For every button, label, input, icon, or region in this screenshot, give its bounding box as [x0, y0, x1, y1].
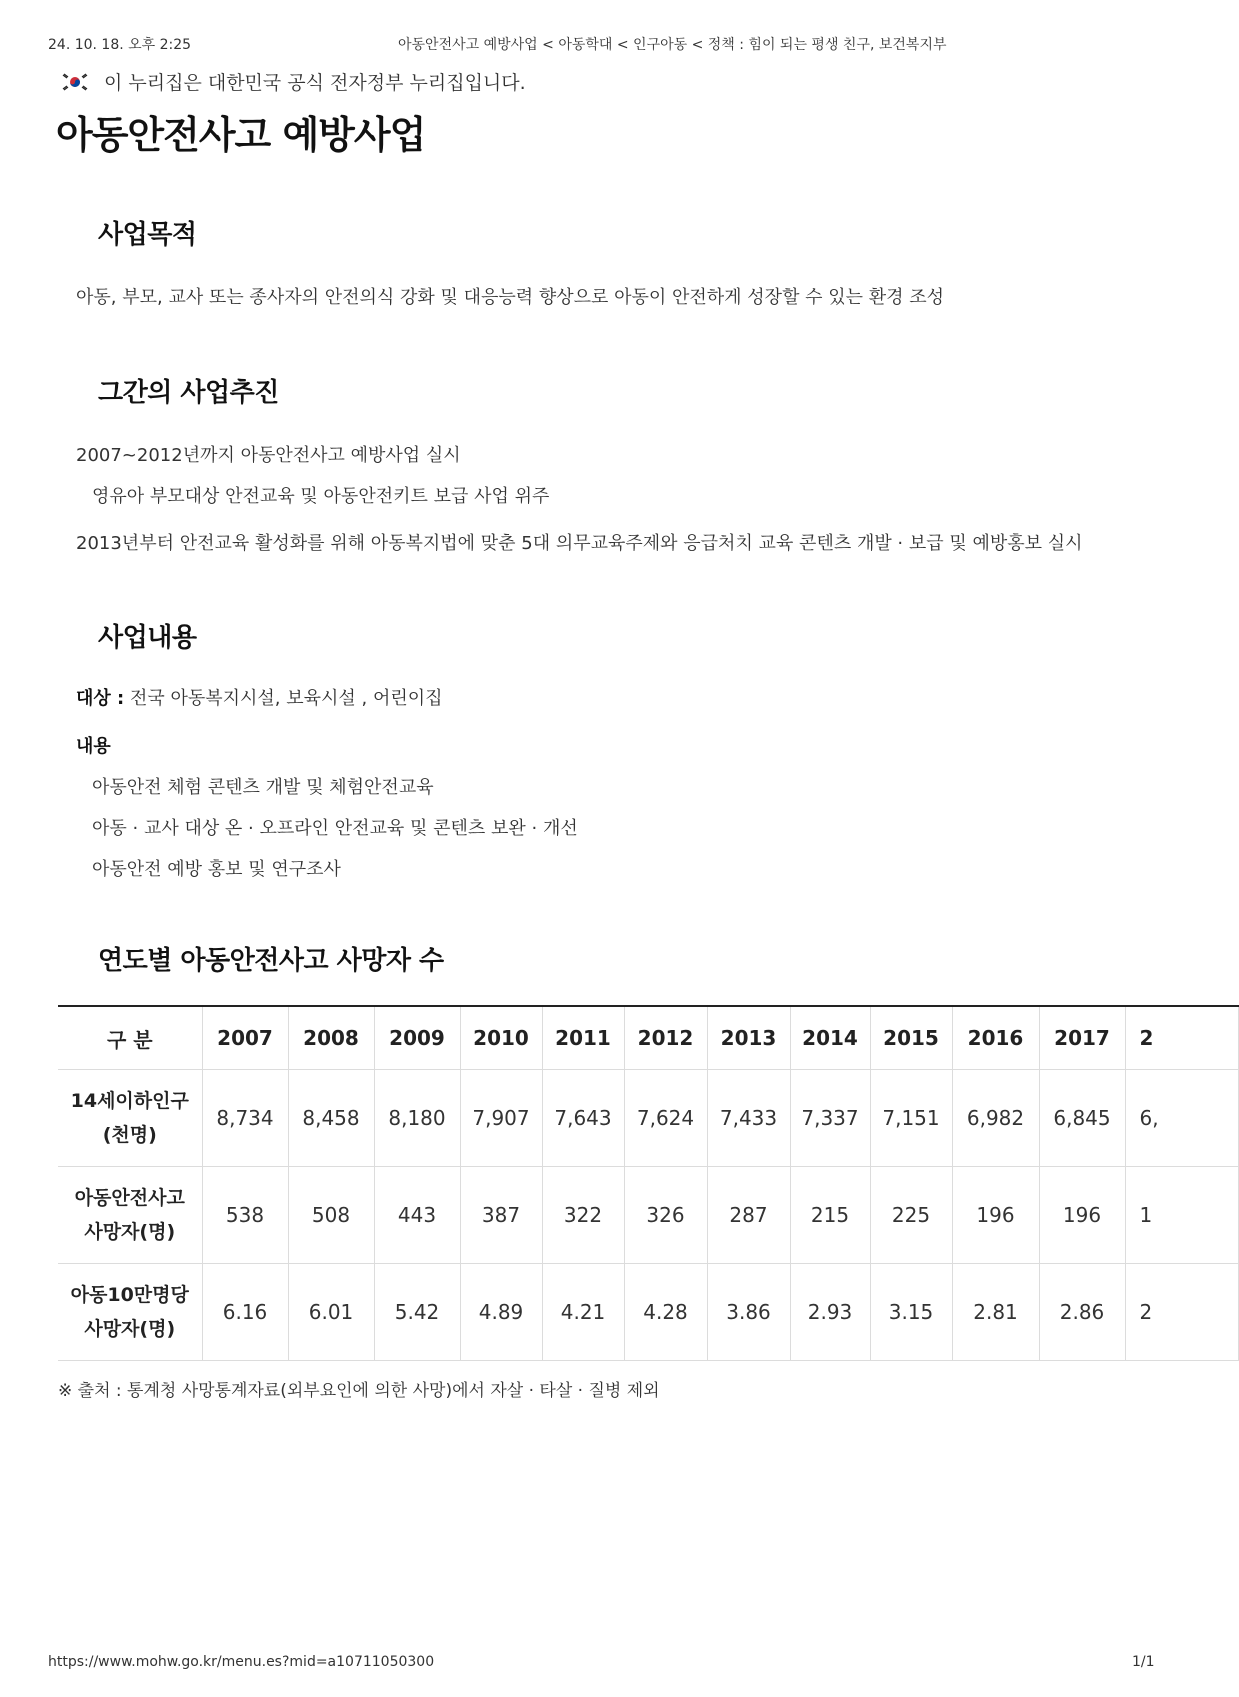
table-cell: 6.01: [288, 1264, 374, 1361]
table-cell: 2: [1125, 1264, 1238, 1361]
print-page-title: 아동안전사고 예방사업 < 아동학대 < 인구아동 < 정책 : 힘이 되는 평생 친구, 보건복지부: [398, 37, 947, 53]
table-cell: 1: [1125, 1167, 1238, 1264]
history-subitem: 영유아 부모대상 안전교육 및 아동안전키트 보급 사업 위주: [92, 486, 550, 507]
stats-table-container: [58, 1005, 1159, 1361]
table-cell: 7,907: [460, 1070, 542, 1167]
table-cell: 6,982: [952, 1070, 1039, 1167]
content-target: [76, 684, 443, 710]
table-cell: 8,180: [374, 1070, 460, 1167]
content-item: 아동 · 교사 대상 온 · 오프라인 안전교육 및 콘텐츠 보완 · 개선: [92, 818, 578, 839]
purpose-heading: 사업목적: [98, 220, 197, 250]
table-cell: 5.42: [374, 1264, 460, 1361]
history-heading: 그간의 사업추진: [98, 378, 279, 408]
content-target-label: 대상 :: [76, 688, 125, 709]
table-cell: 508: [288, 1167, 374, 1264]
table-cell: 6,: [1125, 1070, 1238, 1167]
table-cell: 287: [707, 1167, 790, 1264]
row-label-line2: 사망자(명): [84, 1221, 176, 1243]
table-header-year: 2012: [624, 1006, 707, 1070]
history-item: 2007~2012년까지 아동안전사고 예방사업 실시: [76, 445, 461, 466]
row-label: [58, 1167, 202, 1264]
table-cell: 8,734: [202, 1070, 288, 1167]
table-cell: 6.16: [202, 1264, 288, 1361]
history-item: 2013년부터 안전교육 활성화를 위해 아동복지법에 맞춘 5대 의무교육주제와 응급처치 교육 콘텐츠 개발 · 보급 및 예방홍보 실시: [76, 533, 1083, 554]
table-header-year: 2007: [202, 1006, 288, 1070]
table-cell: 387: [460, 1167, 542, 1264]
content-item: 아동안전 예방 홍보 및 연구조사: [92, 859, 341, 880]
table-cell: 322: [542, 1167, 624, 1264]
table-cell: 326: [624, 1167, 707, 1264]
table-cell: 225: [870, 1167, 952, 1264]
table-header-year: 2: [1125, 1006, 1238, 1070]
table-row: [58, 1264, 1238, 1361]
stats-footnote: ※ 출처 : 통계청 사망통계자료(외부요인에 의한 사망)에서 자살 · 타살 · 질병 제외: [58, 1381, 660, 1401]
table-cell: 2.81: [952, 1264, 1039, 1361]
content-item: 아동안전 체험 콘텐츠 개발 및 체험안전교육: [92, 777, 434, 798]
table-header-year: 2017: [1039, 1006, 1125, 1070]
page-title: 아동안전사고 예방사업: [56, 113, 426, 157]
table-row: [58, 1070, 1238, 1167]
table-cell: 443: [374, 1167, 460, 1264]
table-cell: 3.15: [870, 1264, 952, 1361]
row-label: [58, 1070, 202, 1167]
table-cell: 2.93: [790, 1264, 870, 1361]
content-target-value: 전국 아동복지시설, 보육시설 , 어린이집: [124, 688, 443, 709]
korean-flag-icon: [60, 72, 90, 92]
table-cell: 7,151: [870, 1070, 952, 1167]
table-cell: 196: [952, 1167, 1039, 1264]
table-cell: 215: [790, 1167, 870, 1264]
table-header-year: 2013: [707, 1006, 790, 1070]
table-cell: 8,458: [288, 1070, 374, 1167]
content-heading: 사업내용: [98, 623, 197, 653]
table-cell: 538: [202, 1167, 288, 1264]
gov-banner: [60, 68, 526, 95]
row-label-line1: 14세이하인구: [70, 1090, 189, 1112]
table-header-row: [58, 1006, 1238, 1070]
table-header-year: 2014: [790, 1006, 870, 1070]
stats-heading: 연도별 아동안전사고 사망자 수: [98, 946, 444, 976]
table-cell: 4.89: [460, 1264, 542, 1361]
purpose-text: 아동, 부모, 교사 또는 종사자의 안전의식 강화 및 대응능력 향상으로 아동이 안전하게 성장할 수 있는 환경 조성: [76, 287, 945, 308]
table-cell: 7,433: [707, 1070, 790, 1167]
table-row: [58, 1167, 1238, 1264]
table-cell: 4.21: [542, 1264, 624, 1361]
table-header-year: 2008: [288, 1006, 374, 1070]
table-header-year: 2011: [542, 1006, 624, 1070]
table-cell: 7,337: [790, 1070, 870, 1167]
gov-banner-text: 이 누리집은 대한민국 공식 전자정부 누리집입니다.: [104, 72, 526, 94]
page-number: 1/1: [1132, 1654, 1155, 1670]
stats-table: [58, 1005, 1239, 1361]
row-label: [58, 1264, 202, 1361]
table-cell: 7,624: [624, 1070, 707, 1167]
table-cell: 3.86: [707, 1264, 790, 1361]
table-cell: 7,643: [542, 1070, 624, 1167]
table-header-year: 2010: [460, 1006, 542, 1070]
row-label-line1: 아동안전사고: [74, 1187, 185, 1209]
print-url: https://www.mohw.go.kr/menu.es?mid=a10711050300: [48, 1654, 435, 1670]
table-cell: 6,845: [1039, 1070, 1125, 1167]
print-datetime: 24. 10. 18. 오후 2:25: [48, 37, 192, 53]
content-label: 내용: [76, 736, 111, 757]
row-label-line2: (천명): [102, 1124, 157, 1146]
table-header-year: 2015: [870, 1006, 952, 1070]
table-header-year: 2016: [952, 1006, 1039, 1070]
table-header-label: 구 분: [58, 1006, 202, 1070]
table-cell: 2.86: [1039, 1264, 1125, 1361]
row-label-line2: 사망자(명): [84, 1318, 176, 1340]
table-cell: 196: [1039, 1167, 1125, 1264]
table-header-year: 2009: [374, 1006, 460, 1070]
table-cell: 4.28: [624, 1264, 707, 1361]
row-label-line1: 아동10만명당: [70, 1284, 189, 1306]
